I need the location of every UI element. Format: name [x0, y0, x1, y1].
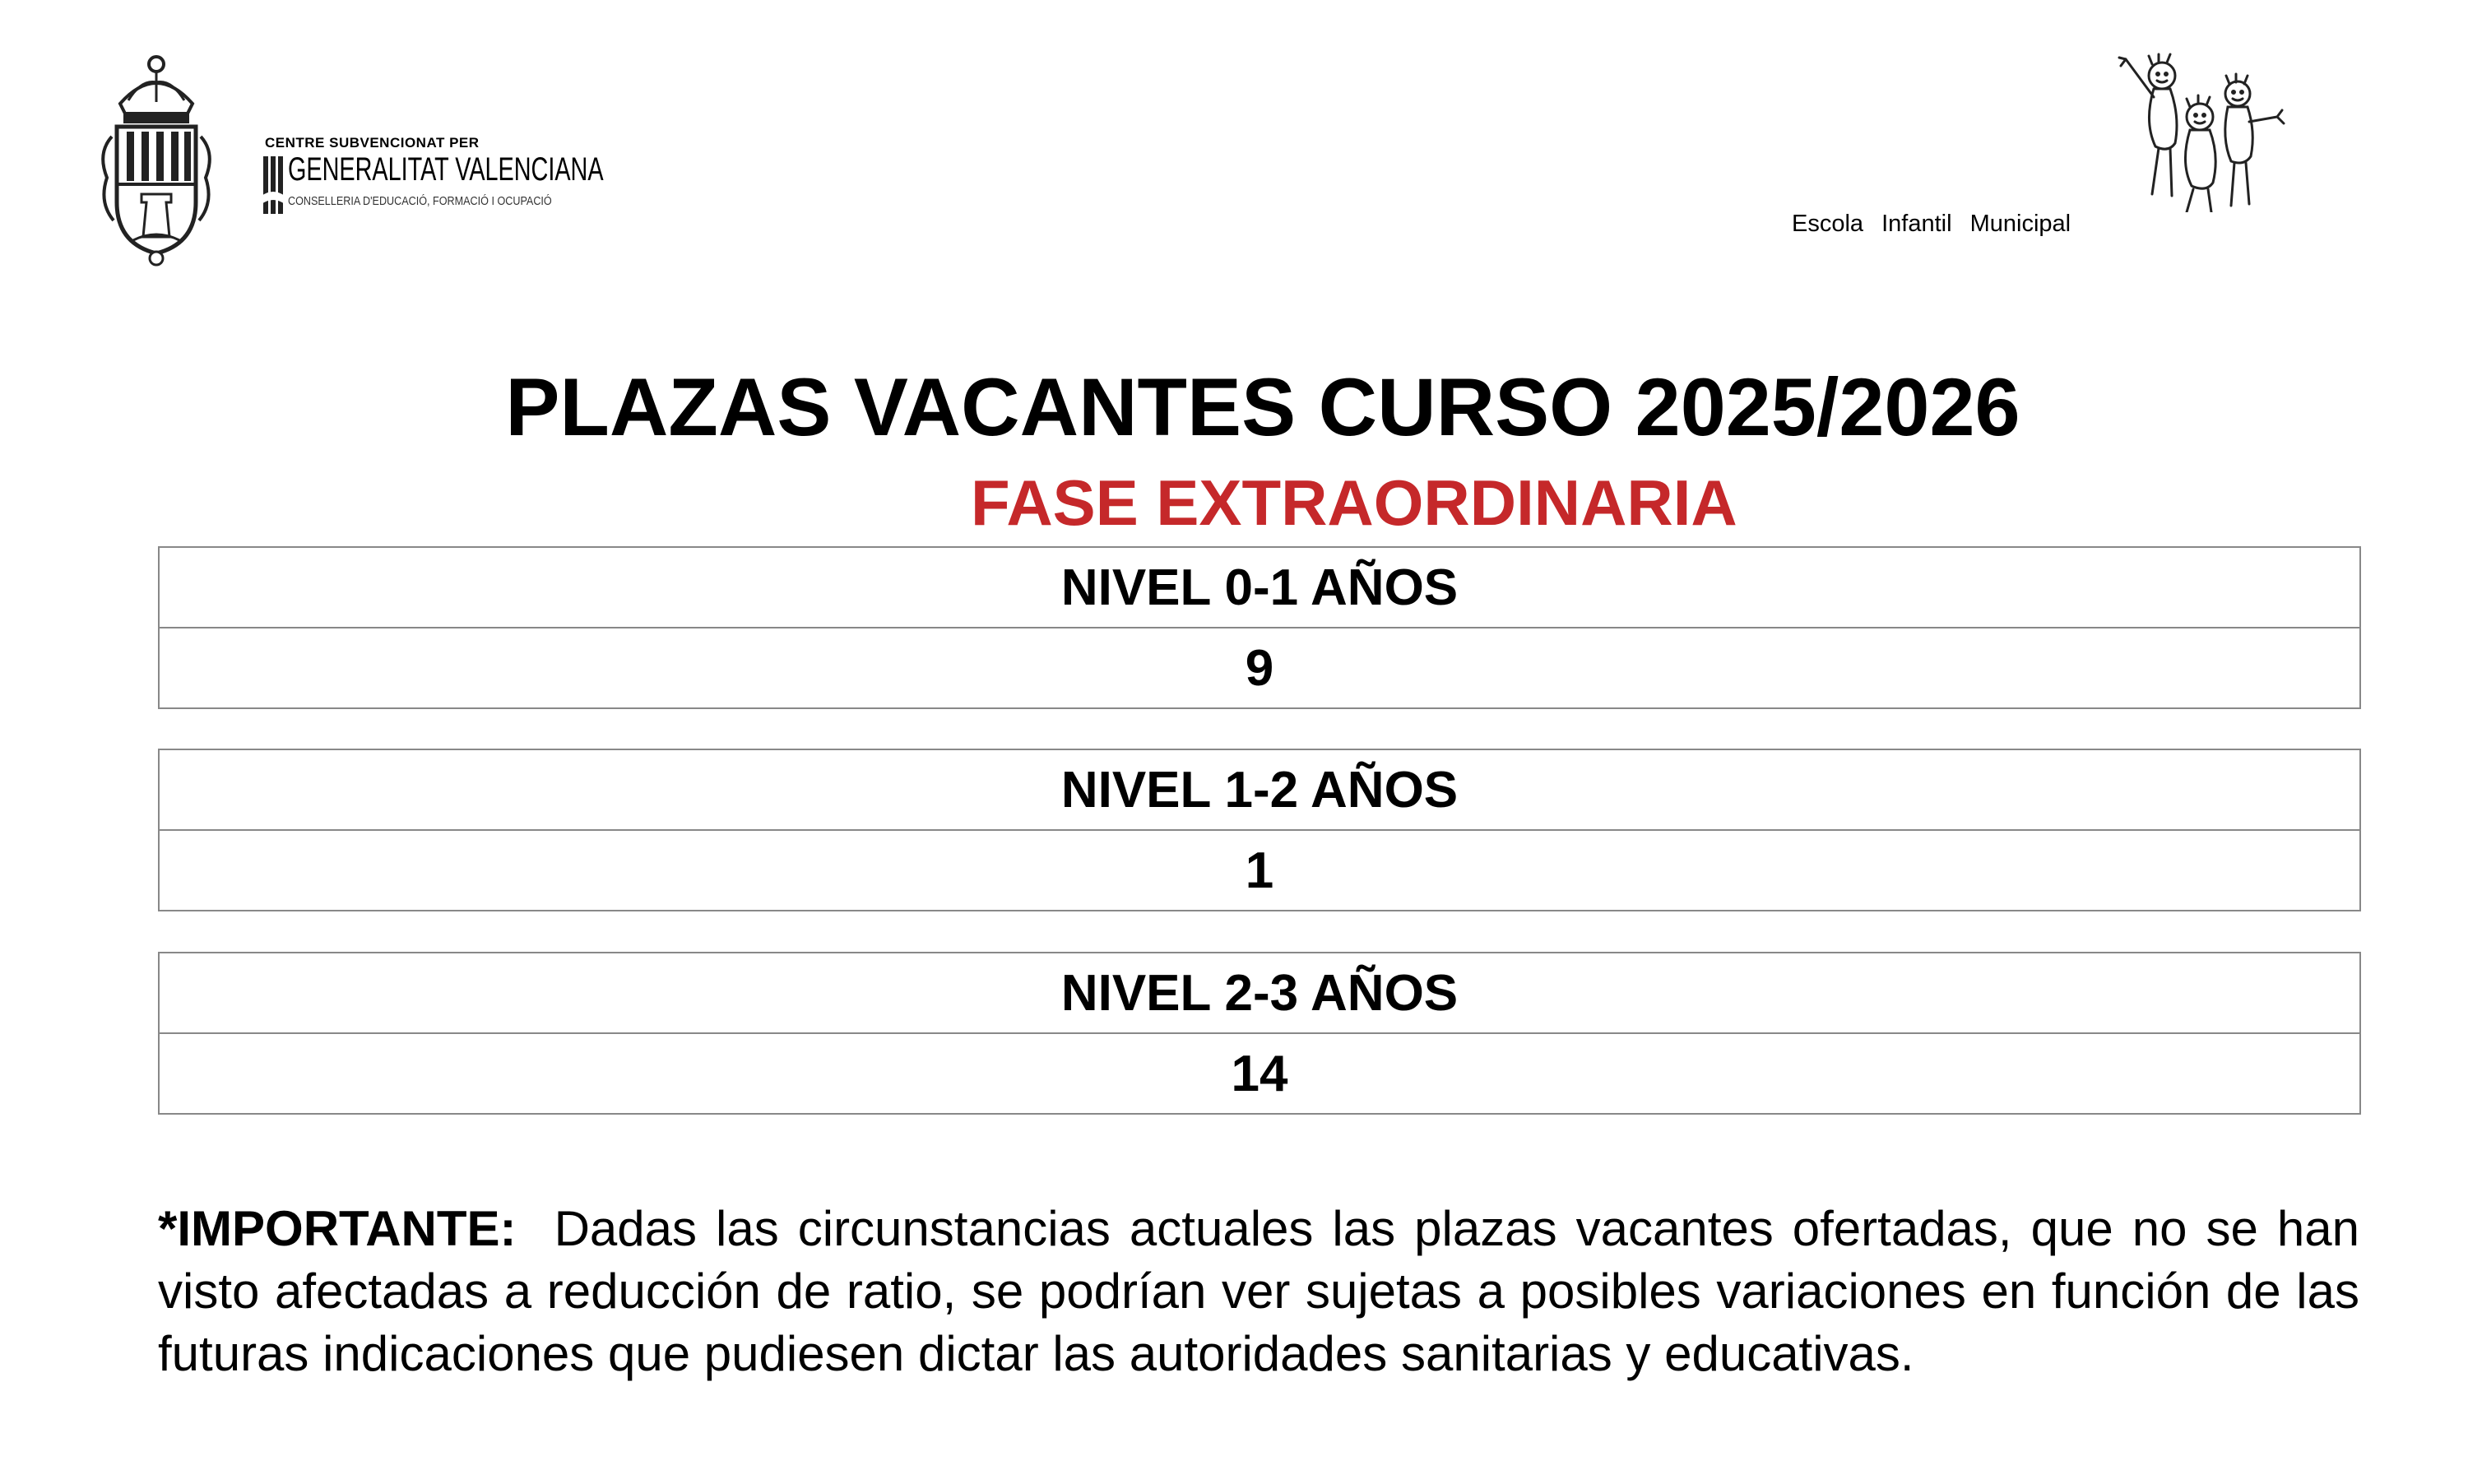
gva-subsidy-line: CENTRE SUBVENCIONAT PER — [265, 135, 480, 151]
gva-department: CONSELLERIA D'EDUCACIÓ, FORMACIÓ I OCUPACIÓ — [288, 194, 552, 208]
municipal-coat-of-arms-icon — [95, 46, 217, 268]
important-text: Dadas las circunstancias actuales las plazas vacantes ofertadas, que no se han visto afectadas a reducción de ratio, se podrían ver sujetas a posibles variaciones en función de las futuras indicaciones que pudiesen dictar las autoridades sanitarias y educativas. — [158, 1201, 2359, 1381]
generalitat-emblem-icon — [262, 155, 285, 217]
level-label: NIVEL 0-1 AÑOS — [1060, 559, 1459, 616]
important-label: *IMPORTANTE: — [158, 1201, 517, 1256]
page-subtitle: FASE EXTRAORDINARIA — [971, 466, 1737, 539]
level-vacancies: 1 — [160, 829, 2359, 910]
level-table — [158, 749, 2361, 911]
important-note — [158, 1198, 2359, 1385]
children-drawing-icon — [2114, 48, 2287, 212]
level-table — [158, 952, 2361, 1115]
level-table — [158, 546, 2361, 709]
gva-name: GENERALITAT VALENCIANA — [288, 151, 604, 188]
level-label: NIVEL 2-3 AÑOS — [1060, 964, 1459, 1022]
level-vacancies: 14 — [160, 1032, 2359, 1113]
level-vacancies: 9 — [160, 627, 2359, 707]
page-title: PLAZAS VACANTES CURSO 2025/2026 — [505, 361, 2020, 452]
school-name: Escola Infantil Municipal — [1792, 211, 2071, 237]
level-label: NIVEL 1-2 AÑOS — [1060, 761, 1459, 819]
